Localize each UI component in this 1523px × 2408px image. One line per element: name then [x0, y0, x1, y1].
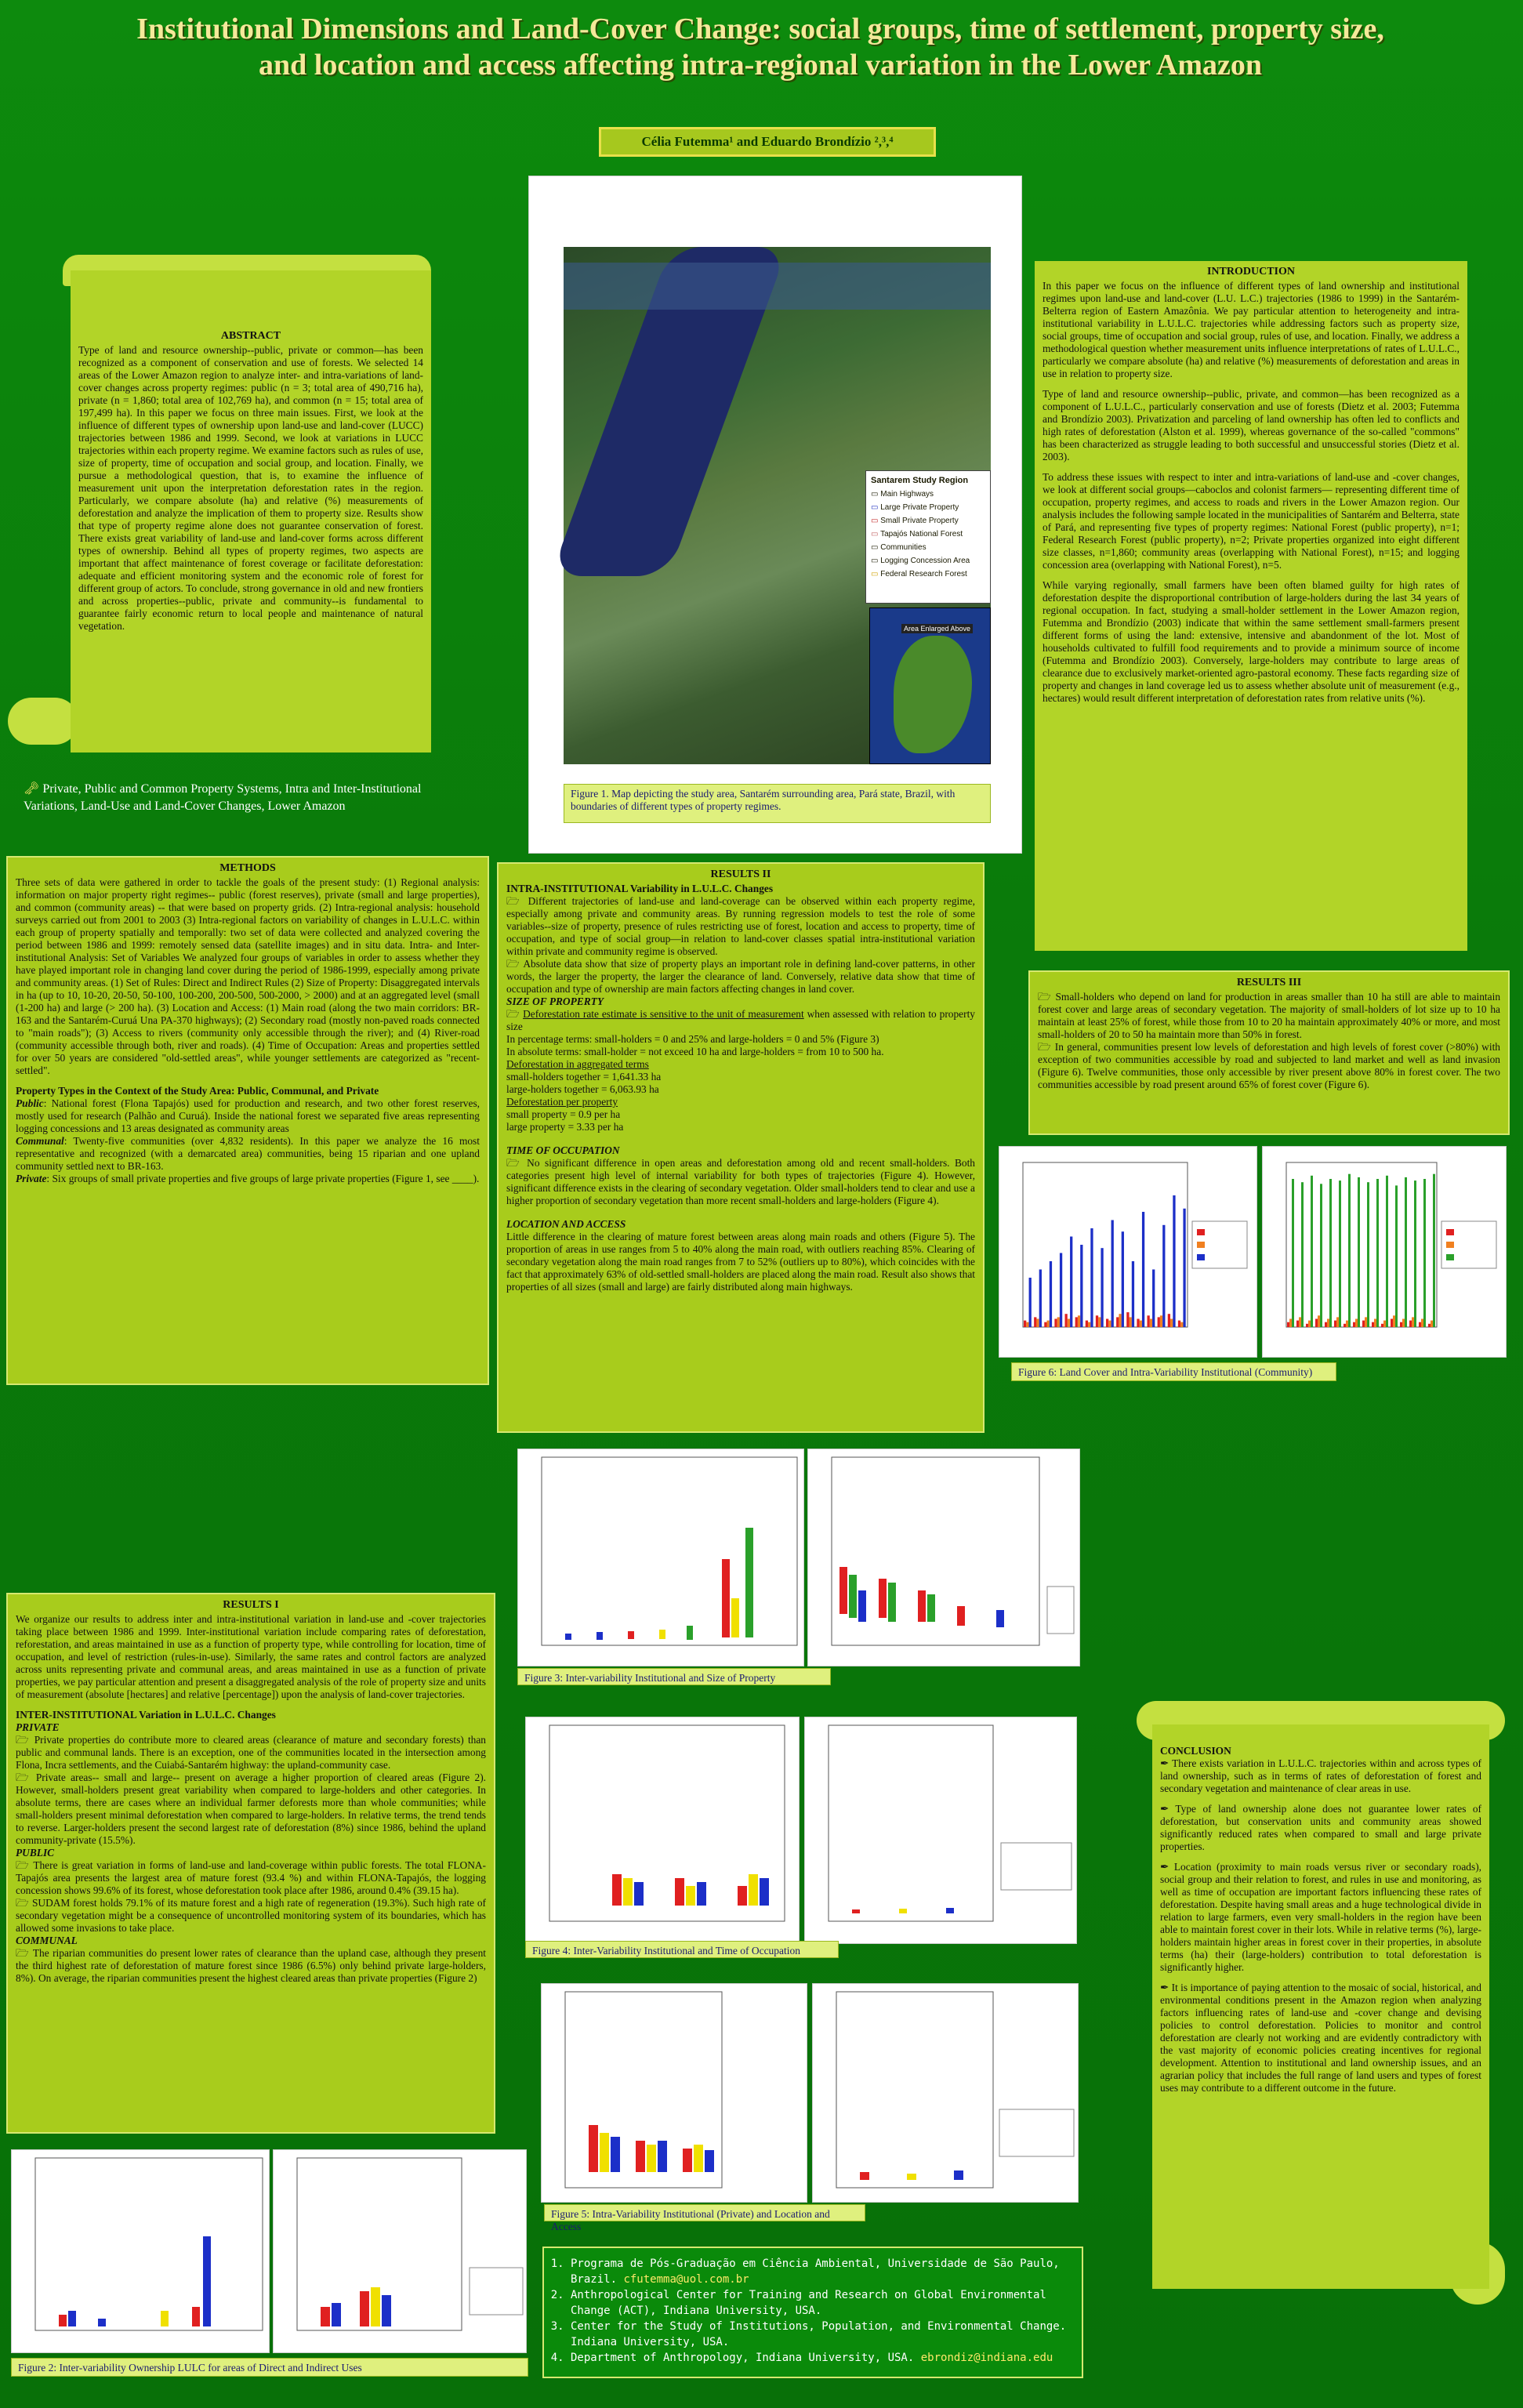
results3-p1: 🗁 Small-holders who depend on land for production in areas smaller than 10 ha still are able to maintain forest cover and large areas of secondary vegetation. The majority of small-holders of lot size up to 10 ha maintain at least 25% of forest, while those from 10 to 20 ha maintain approximately 40% or more, and most small-holders of 20 to 50 ha maintain more than 50% in forest. [1038, 991, 1501, 1040]
chart-bar [1047, 1321, 1050, 1327]
chart-bar [1160, 1315, 1162, 1327]
figure2-caption: Figure 2: Inter-variability Ownership LULC for areas of Direct and Indirect Uses [11, 2358, 528, 2377]
legend-item-small-private: ▭ Small Private Property [871, 517, 959, 525]
chart-bar [1054, 1319, 1057, 1328]
common-1: 🗁 The riparian communities do present lower rates of clearance than the upland case, although they present the third highest rate of deforestation of mature forest since 1986 (6.5%) only behind private large-holders, 8%). On average, the riparian communities present the highest cleared areas than private properties (Figure 2) [16, 1947, 486, 1984]
methods-panel [6, 856, 489, 1385]
time-heading: TIME OF OCCUPATION [506, 1144, 620, 1156]
results2-p1: 🗁 Different trajectories of land-use and land-coverage can be observed within each property regime, especially among private and community areas. By running regression models to test the role of some variables--size of property, presence of rules restricting use of forest, location and access to property, time of occupation, and type of social group—in relation to land-cover classes spatial intra-institutional variation within private and community regime is observed. [506, 895, 975, 957]
fig6-left-svg [999, 1147, 1258, 1358]
folder-icon: 🗁 [1038, 991, 1056, 1003]
email-link-brondizio[interactable]: ebrondiz@indiana.edu [920, 2352, 1053, 2364]
chart-bar [1421, 1319, 1423, 1328]
results2-heading: RESULTS II [710, 869, 771, 880]
chart-bar [1428, 1324, 1431, 1327]
chart-bar [1111, 1220, 1114, 1328]
legend-swatch [1446, 1242, 1454, 1248]
chart-bar [1433, 1174, 1435, 1327]
fig3-left-boxplot [518, 1449, 805, 1667]
public-heading: PUBLIC [16, 1847, 55, 1859]
figure3-chart-right [807, 1449, 1080, 1666]
figure6-left-chart [999, 1146, 1257, 1358]
keywords-text: Private, Public and Common Property Systems, Intra and Inter-Institutional Variations, Land-Use and Land-Cover Changes, Lower Amazon [24, 782, 422, 813]
box-open [722, 1559, 730, 1637]
chart-bar [1299, 1317, 1301, 1327]
folder-icon: 🗁 [506, 895, 528, 907]
chart-bar [1325, 1322, 1327, 1327]
legend-swatch [1446, 1254, 1454, 1260]
chart-bar [1080, 1245, 1082, 1327]
chart-bar [1101, 1248, 1103, 1327]
chart-bar [1393, 1315, 1395, 1327]
fig2-right-boxplot [274, 2150, 528, 2354]
figure2-chart-left [11, 2149, 270, 2353]
conclusion-item-2: ✒ Type of land ownership alone does not guarantee lower rates of deforestation, but conservation units and community areas showed significantly reduced rates when compared to small and large private properties. [1160, 1803, 1481, 1852]
chart-bar [1372, 1322, 1374, 1327]
chart-bar [1287, 1322, 1289, 1327]
folder-icon: 🗁 [506, 1008, 524, 1020]
figure4-chart-right [804, 1717, 1077, 1944]
folder-icon: 🗁 [16, 1772, 36, 1783]
methods-communal: Communal: Twenty-five communities (over 4,832 residents). In this paper we analyze the 16 most representative and recognized (with a demarcated area) communities, being 15 riparian and one upland community settled next to BR-163. [16, 1135, 480, 1172]
chart-bar [1355, 1319, 1358, 1328]
chart-bar [1334, 1321, 1336, 1327]
chart-bar [1400, 1322, 1402, 1327]
chart-bar [1098, 1317, 1101, 1327]
intro-paragraph-4: While varying regionally, small farmers have been often blamed guilty for high rates of deforestation despite the disproportional contribution of large-holders during the last 34 years of regional occupation. In fact, studying a small-holder settlement in the Lower Amazon region, Futemma and Brondízio (2003) indicate that within the same settlement small-farmers present different forms of using the land: extensive, intensive and abandonment of the lot. Most of households cultivated to fulfill food requirements and to provide a minimum source of income (Futemma and Brondízio 2003). Conversely, large-holders may contribute to large areas of clearance due to exclusively market-oriented agro-pastoral economy. These facts regarding size of property and changes in land coverage led us to assess whether absolute unit of measurement (e.g., hectares) would result different interpretation of deforestation rates from relative units (%). [1043, 579, 1460, 704]
box-mature [745, 1528, 753, 1637]
legend-swatch [1197, 1242, 1205, 1248]
chart-bar [1119, 1314, 1121, 1327]
fig5-right-boxplot [813, 1984, 1079, 2203]
results3-panel [1028, 970, 1510, 1135]
chart-bar [1423, 1179, 1426, 1327]
methods-public: Public: National forest (Flona Tapajós) used for production and research, and two other forest reserves, mostly used for research (Palhão and Curuá). Inside the national forest we separated five areas representing logging concessions and 13 areas designated as community areas [16, 1097, 480, 1134]
chart-bar [1296, 1321, 1299, 1327]
legend-item-federal: ▭ Federal Research Forest [871, 570, 967, 578]
legend-item-highways: ▭ Main Highways [871, 490, 934, 499]
chart-bar [1346, 1321, 1348, 1327]
chart-bar [1431, 1321, 1433, 1327]
key-icon: 🗝 [24, 782, 40, 796]
folder-icon: 🗁 [16, 1734, 34, 1746]
conclusion-panel [1152, 1724, 1489, 2289]
chart-bar [1386, 1176, 1388, 1327]
conclusion-scroll [1137, 1701, 1505, 2305]
figure6-caption: Figure 6: Land Cover and Intra-Variability Institutional (Community) [1011, 1362, 1336, 1381]
chart-bar [1178, 1321, 1180, 1327]
chart-bar [1402, 1319, 1405, 1328]
folder-icon: 🗁 [16, 1897, 32, 1909]
size-text: 🗁 Deforestation rate estimate is sensitive to the unit of measurement when assessed with relation to property size [506, 1008, 975, 1032]
chart-bar [1308, 1321, 1311, 1327]
chart-bar [1044, 1322, 1046, 1327]
loc-text: Little difference in the clearing of mature forest between areas along main roads and others (Figure 5). The proportion of areas in use ranges from 5 to 40% along the main road, with outliers reaching 85%. Clearing of secondary vegetation along the main road ranges from 7 to 52% (outliers up to 80%), which coincides with the fact that approximately 63% of old-settled small-holders are placed along the main road. Result also shows that properties of all sizes (small and large) are fairly distributed along main highways. [506, 1231, 975, 1293]
results1-intro: We organize our results to address inter and intra-institutional variation in land-use and -cover trajectories taking place between 1986 and 1999. Inter-institutional variation include comparing rates of deforestation, reforestation, and areas maintained in use as a function of property type, while controlling for location, time of occupation, and level of restriction (rules-in-use). Similarly, the same rates and control factors are analyzed across units representing private and communal areas, and areas maintained in use as a function of private properties, we pay particular attention and present a disaggregated analysis of the role of property size and units of measurement (absolute [hectares] and relative [percentage]) upon the analysis of land-cover trajectories. [16, 1613, 486, 1700]
map-legend [865, 470, 991, 604]
folder-icon: 🗁 [1038, 1041, 1055, 1053]
chart-bar [1180, 1322, 1183, 1327]
chart-bar [1039, 1270, 1042, 1328]
methods-text: Three sets of data were gathered in order to tackle the goals of the present study: (1) Regional analysis: information on major property right regimes-- public (forest reserves), private (small and large properties), and common (community areas) -- that were based on property grids. (2) Intra-regional analysis: household surveys carried out from 2001 to 2003 (3) Intra-regional factors on variability of changes in L.U.L.C. within each group of property spatially and temporally: two set of data were collected and analyzed covering the period between 1986 and 1999: remotely sensed data (satellite images) and in situ data. Intra- and Inter-institutional Analysis: Set of Variables We analyzed four groups of variables in order to assess whether they have played important role in changing land cover during the period of 1986-1999, especially among private and community areas. (1) Set of Rules: Direct and Indirect Rules (2) Size of Property: Disaggregated intervals in ha (up to 10, 10-20, 20-50, 50-100, 100-200, 200-500, 500-2000, > 2000) and at an aggregated level (small (1-200 ha) and large (> 200 ha). (3) Location and Access: (1) Main road (along the two main corridors: BR-163 and the Santarém-Curuá Una PA-370 highways); (2) Secondary road (mostly non-paved roads connected to "main roads"); (3) Access to rivers (community only accessible through the river); and (4) River-road (community accessible through both, river and roads). (4) Time of Occupation: Areas and properties settled for over 50 years are considered "old-settled areas", while younger settlements are categorized as "recent-settled". [16, 876, 480, 1076]
intro-paragraph-3: To address these issues with respect to inter and intra-variations of land-use and -cover changes, we look at different social groups—caboclos and colonist farmers— representing different time of occupation, property regimes, and access to roads and rivers in the Lower Amazon region. Our analysis includes the following sample located in the municipalities of Santarém and Belterra, state of Pará, and representing five types of property regimes: National Forest (public property), n=1; Federal Research Forest (public property), n=2; Private properties organized into eight different size classes, n=1,860; community areas (overlapping with National Forest), n=15; and logging concession area (overlapping with National Forest), n=5. [1043, 471, 1460, 571]
methods-private: Private: Six groups of small private properties and five groups of large private properties (Figure 1, see ____). [16, 1173, 480, 1184]
chart-bar [1419, 1322, 1421, 1327]
chart-bar [1024, 1321, 1026, 1327]
chart-bar [1311, 1176, 1313, 1327]
fig2-left-boxplot [12, 2150, 270, 2354]
abstract-heading: ABSTRACT [220, 330, 281, 342]
fig4-left-boxplot [526, 1717, 800, 1945]
chart-bar [1365, 1317, 1367, 1327]
methods-heading: METHODS [219, 862, 276, 874]
chart-bar [1412, 1317, 1414, 1327]
per-heading: Deforestation per property [506, 1096, 618, 1108]
abs-text: In absolute terms: small-holder = not exceed 10 ha and large-holders = from 10 to 500 ha. [506, 1046, 884, 1057]
satellite-map [564, 247, 991, 764]
agg-large: large-holders together = 6,063.93 ha [506, 1083, 659, 1095]
results3-p2: 🗁 In general, communities present low levels of deforestation and high levels of forest cover (>80%) with exception of two communities accessible by road and subjected to land market and well as land invasion (Figure 6). Twelve communities, those only accessible by river present above 80% in forest cover. The two communities accessible by road present around 65% of forest cover (Figure 6). [1038, 1041, 1500, 1090]
per-small: small property = 0.9 per ha [506, 1108, 621, 1120]
chart-bar [1060, 1253, 1062, 1328]
figure5-chart-right [812, 1983, 1079, 2203]
chart-bar [1142, 1212, 1144, 1327]
methods-subheading: Property Types in the Context of the Study Area: Public, Communal, and Private [16, 1085, 379, 1097]
folder-icon: 🗁 [16, 1947, 33, 1959]
chart-bar [1289, 1319, 1292, 1328]
chart-bar [1395, 1185, 1398, 1327]
private-1: 🗁 Private properties do contribute more to cleared areas (clearance of mature and secondary forests) than public and communal lands. There is an exception, one of the communities located in the intersection among Flona, Incra settlements, and the Cuiabá-Santarém highway: the upland-community case. [16, 1734, 486, 1771]
pen-icon: ✒ [1160, 1982, 1172, 1993]
keywords-note [24, 781, 462, 815]
private-heading: PRIVATE [16, 1721, 60, 1733]
time-text: 🗁 No significant difference in open areas and deforestation among old and recent small-holders. Both categories present high level of internal variability for both types of trajectories (Figure 4). However, significant difference exists in the clearing of secondary vegetation. Older small-holders tend to clear and use a higher proportion of secondary vegetation than more recent small-holders and large-holders (Figure 4). [506, 1157, 975, 1206]
results1-heading: RESULTS I [223, 1599, 279, 1611]
chart-bar [1170, 1319, 1173, 1328]
chart-bar [1367, 1182, 1369, 1327]
conclusion-item-1: ✒ There exists variation in L.U.L.C. trajectories within and across types of land ownership, such as in terms of rates of deforestation of forest and secondary vegetation and maintenance of clear areas in use. [1160, 1757, 1481, 1794]
legend-item-large-private: ▭ Large Private Property [871, 503, 959, 512]
chart-bar [1383, 1321, 1386, 1327]
legend-item-communities: ▭ Communities [871, 543, 926, 552]
chart-bar [1068, 1319, 1070, 1328]
chart-bar [1339, 1180, 1341, 1327]
inset-south-america [869, 607, 991, 764]
introduction-panel [1035, 261, 1467, 951]
figure3-chart-left [517, 1449, 804, 1666]
chart-bar [1306, 1324, 1308, 1327]
chart-bar [1168, 1314, 1170, 1327]
chart-bar [1348, 1174, 1351, 1327]
chart-bar [1057, 1317, 1060, 1327]
results2-subheading: INTRA-INSTITUTIONAL Variability in L.U.L.C. Changes [506, 883, 774, 894]
size-heading: SIZE OF PROPERTY [506, 995, 604, 1007]
fig4-right-boxplot [805, 1717, 1078, 1945]
chart-bar [1122, 1231, 1124, 1327]
chart-bar [1158, 1317, 1160, 1327]
figure5-caption: Figure 5: Intra-Variability Institutional (Private) and Location and Access [544, 2204, 865, 2221]
chart-bar [1320, 1184, 1322, 1327]
abstract-scroll [8, 255, 447, 772]
chart-bar [1137, 1319, 1139, 1328]
chart-bar [1029, 1278, 1032, 1327]
chart-bar [1065, 1314, 1068, 1327]
results2-p2: 🗁 Absolute data show that size of property plays an important role in defining land-cover patterns, in other words, the larger the property, the larger the clearance of land. Conversely, relative data show that time of occupation and type of ownership are main factors affecting changes in land cover. [506, 958, 975, 995]
pen-icon: ✒ [1160, 1861, 1174, 1873]
chart-bar [1183, 1209, 1185, 1327]
abstract-text: Type of land and resource ownership--public, private or common—has been recognized as a component of conservation and use of forests. We selected 14 areas of the Lower Amazon region to analyze inter- and intra-variations of land-cover changes across property regimes: public (n = 3; total area of 490,716 ha), private (n = 1,860; total area of 102,769 ha), and common (n = 15; total area of 197,499 ha). In this paper we focus on three main issues. First, we look at the influence of different types of ownership upon land-use and land-cover (LUCC) trajectories between 1986 and 1999. Second, we look at variations in LUCC trajectories within each property regime. We examine factors such as rules of use, size of property, time of occupation and social group, and location. Finally, we pursue a methodological question, that is, to examine the influence of measurement unit upon the interpretation deforestation rates in the region. Particularly, we compare absolute (ha) and relative (%) measurements of deforestation and analyze the implication of them to property size. Results show that type of property regime alone does not guarantee conservation of forest. There exists great variability of land-use and land-cover forms across different types of ownership. Behind all types of property regimes, two aspects are important that affect maintenance of forest coverage or facilitate deforestation: adequate and efficient monitoring system and the economic role of forest for different group of actors. To conclude, strong governance in old and new frontiers and across properties--public, private and community--is fundamental to guarantee fairly economic return to local people and maintenance of natural vegetation. [78, 344, 423, 632]
conclusion-item-4: ✒ It is importance of paying attention to the mosaic of social, historical, and environmental conditions present in the Amazon region when analyzing factors influencing rates of land-use and -cover change and devising policies to control deforestation. Policies to monitor and control deforestation are clearly not working and are evidently contradictory with the vast majority of economic policies creating incentives for regional development. Attention to institutional and land ownership issues, and an agrarian policy that includes the full range of land users and types of forest uses may contribute to a different outcome in the future. [1160, 1982, 1481, 2094]
chart-bar [1132, 1261, 1134, 1327]
chart-bar [1173, 1195, 1175, 1327]
chart-bar [1078, 1315, 1080, 1327]
authors: Célia Futemma¹ and Eduardo Brondízio ²,³,⁴ [599, 127, 936, 157]
folder-icon: 🗁 [506, 958, 524, 970]
poster-title: Institutional Dimensions and Land-Cover Change: social groups, time of settlement, property size, and location and access affecting intra-regional variation in the Lower Amazon [136, 13, 1384, 82]
inset-label: Area Enlarged Above [901, 624, 973, 633]
figure2-chart-right [273, 2149, 527, 2353]
figure4-caption: Figure 4: Inter-Variability Institutional and Time of Occupation [525, 1941, 839, 1958]
folder-icon: 🗁 [16, 1859, 34, 1871]
chart-bar [1315, 1319, 1318, 1328]
results1-panel [6, 1593, 495, 2134]
chart-bar [1327, 1319, 1329, 1328]
chart-bar [1106, 1319, 1108, 1328]
chart-bar [1381, 1324, 1383, 1327]
legend-item-tapajos: ▭ Tapajós National Forest [871, 530, 963, 539]
conclusion-item-3: ✒ Location (proximity to main roads versus river or secondary roads), social group and their relation to forest, and rules in use and monitoring, as well as time of occupation are important factors influencing these rates of deforestation. Despite having small areas and a huge technological divide in relation to large farmers, even very small-holders in the region have been able to maintain forest cover in their lots. While in relative terms (%), large-holders maintain higher areas in forest cover in their properties, in absolute terms (ha) their (large-holders) contribution to total deforestation is significantly higher. [1160, 1861, 1481, 1973]
chart-bar [1292, 1179, 1294, 1327]
box-sec [731, 1598, 739, 1637]
chart-bar [1329, 1179, 1332, 1327]
fig5-left-boxplot [542, 1984, 808, 2203]
results2-panel [497, 862, 985, 1433]
results3-heading: RESULTS III [1236, 977, 1302, 988]
chart-bar [1376, 1179, 1379, 1327]
figure1-caption: Figure 1. Map depicting the study area, Santarém surrounding area, Pará state, Brazil, with boundaries of different types of property regimes. [564, 784, 991, 823]
chart-bar [1036, 1319, 1039, 1328]
chart-bar [1391, 1319, 1393, 1328]
intro-paragraph-1: In this paper we focus on the influence of different types of land ownership and institutional regimes upon land-use and land-cover (L.U. L.C.) trajectories (1986 to 1999) in the Santarém-Belterra region of Eastern Amazônia. We pay particular attention to heterogeneity and intra-institutional variability in L.U.L.C. trajectories while addressing factors such as property size, social groups, time of occupation and social group, rules of use, and location. Finally, we address a methodological question whether measurement units influence interpretations of rates of L.U.L.C., particularly we compare absolute (ha) and relative (%) measurements of deforestation and areas in use in relation to property size. [1043, 280, 1460, 379]
affiliation-4: 4. Department of Anthropology, Indiana University, USA. ebrondiz@indiana.edu [571, 2350, 1071, 2366]
chart-bar [1140, 1321, 1142, 1327]
chart-bar [1344, 1324, 1346, 1327]
chart-bar [1362, 1321, 1365, 1327]
affiliation-2: 2. Anthropological Center for Training and Research on Global Environmental Change (ACT), Indiana University, USA. [571, 2287, 1071, 2319]
legend-swatch [1446, 1229, 1454, 1235]
affiliations [542, 2247, 1083, 2378]
chart-bar [1336, 1317, 1339, 1327]
per-large: large property = 3.33 per ha [506, 1121, 624, 1133]
chart-bar [1162, 1225, 1165, 1327]
chart-bar [1050, 1261, 1052, 1327]
chart-bar [1034, 1317, 1036, 1327]
chart-bar [1405, 1177, 1407, 1327]
pct-text: In percentage terms: small-holders = 0 and 25% and large-holders = 0 and 5% (Figure 3) [506, 1033, 879, 1045]
chart-bar [1152, 1270, 1155, 1328]
figure3-caption: Figure 3: Inter-variability Institutional and Size of Property [517, 1668, 831, 1685]
conclusion-heading: CONCLUSION [1160, 1745, 1231, 1757]
chart-bar [1414, 1180, 1416, 1327]
chart-bar [1301, 1182, 1304, 1327]
map-legend-title: Santarem Study Region [871, 476, 969, 485]
figure5-chart-left [541, 1983, 807, 2203]
private-2: 🗁 Private areas-- small and large-- present on average a higher proportion of cleared areas (Figure 2). However, small-holders present great variability when compared to large-holders and other categories. In absolute terms, there are cases where an individual farmer deforests more than whole communities; while small-holders present minimal deforestation when compared to large-holders. In relative terms, the trend tends to reverse. Larger-holders present the second largest rate of deforestation (8%) since 1986, behind the upland community-private (15.5%). [16, 1772, 487, 1846]
figure1-map-card [528, 176, 1022, 854]
legend-swatch [1197, 1229, 1205, 1235]
figure4-chart-left [525, 1717, 800, 1944]
chart-bar [1075, 1317, 1078, 1327]
chart-bar [1409, 1321, 1412, 1327]
chart-bar [1358, 1177, 1360, 1327]
chart-bar [1130, 1317, 1132, 1327]
chart-bar [1090, 1228, 1093, 1327]
email-link-futemma[interactable]: cfutemma@uol.com.br [623, 2273, 749, 2286]
chart-bar [1353, 1322, 1355, 1327]
affiliation-3: 3. Center for the Study of Institutions, Population, and Environmental Change. Indiana University, USA. [571, 2319, 1071, 2350]
public-1: 🗁 There is great variation in forms of land-use and land-coverage within public forests. The total FLONA-Tapajós area presents the largest area of mature forest (93.4 %) and within FLONA-Tapajós, the logging concession shows 99.6% of its forest, whose deforestation took place after 1986, around 0.4% (39.15 ha). [16, 1859, 486, 1896]
common-heading: COMMUNAL [16, 1935, 78, 1946]
agg-small: small-holders together = 1,641.33 ha [506, 1071, 662, 1083]
chart-bar [1108, 1321, 1111, 1327]
fig6-right-svg [1263, 1147, 1507, 1358]
chart-bar [1148, 1315, 1150, 1327]
fig3-right-boxplot [808, 1449, 1081, 1667]
chart-bar [1374, 1319, 1376, 1328]
inter-heading: INTER-INSTITUTIONAL Variation in L.U.L.C. Changes [16, 1709, 276, 1721]
chart-bar [1070, 1237, 1072, 1328]
folder-icon: 🗁 [506, 1157, 528, 1169]
legend-swatch [1197, 1254, 1205, 1260]
chart-bar [1150, 1319, 1152, 1328]
chart-bar [1318, 1315, 1320, 1327]
chart-bar [1088, 1322, 1090, 1327]
legend-item-logging: ▭ Logging Concession Area [871, 557, 970, 565]
figure6-right-chart [1262, 1146, 1507, 1358]
chart-bar [1026, 1322, 1028, 1327]
agg-heading: Deforestation in aggregated terms [506, 1058, 649, 1070]
chart-bar [1116, 1317, 1119, 1327]
introduction-heading: INTRODUCTION [1206, 266, 1295, 277]
chart-bar [1086, 1321, 1088, 1327]
chart-bar [1096, 1315, 1098, 1327]
pen-icon: ✒ [1160, 1803, 1176, 1815]
loc-heading: LOCATION AND ACCESS [506, 1218, 626, 1230]
public-2: 🗁 SUDAM forest holds 79.1% of its mature forest and a high rate of regeneration (19.3%). Such high rate of secondary vegetation might be a consequence of uncontrolled monitoring system of its boundaries, which has allowed some invasions to take place. [16, 1897, 486, 1934]
pen-icon: ✒ [1160, 1757, 1173, 1769]
abstract-panel [71, 270, 431, 752]
intro-paragraph-2: Type of land and resource ownership--public, private, and common—has been recognized as a component of L.U.L.C., particularly conservation and use of forests (Dietz et al. 2003; Futemma and Brondízio 2003). Privatization and parceling of land ownership has often led to conflicts and high rates of deforestation (Alston et al. 1999), whereas governance of the so-called "commons" has been characterized as struggle leading to both successful and unsuccessful stories (Dietz et al. 2003). [1043, 388, 1460, 462]
affiliation-1: 1. Programa de Pós-Graduação em Ciência Ambiental, Universidade de São Paulo, Brazil. cfutemma@uol.com.br [571, 2256, 1071, 2287]
chart-bar [1126, 1312, 1129, 1327]
